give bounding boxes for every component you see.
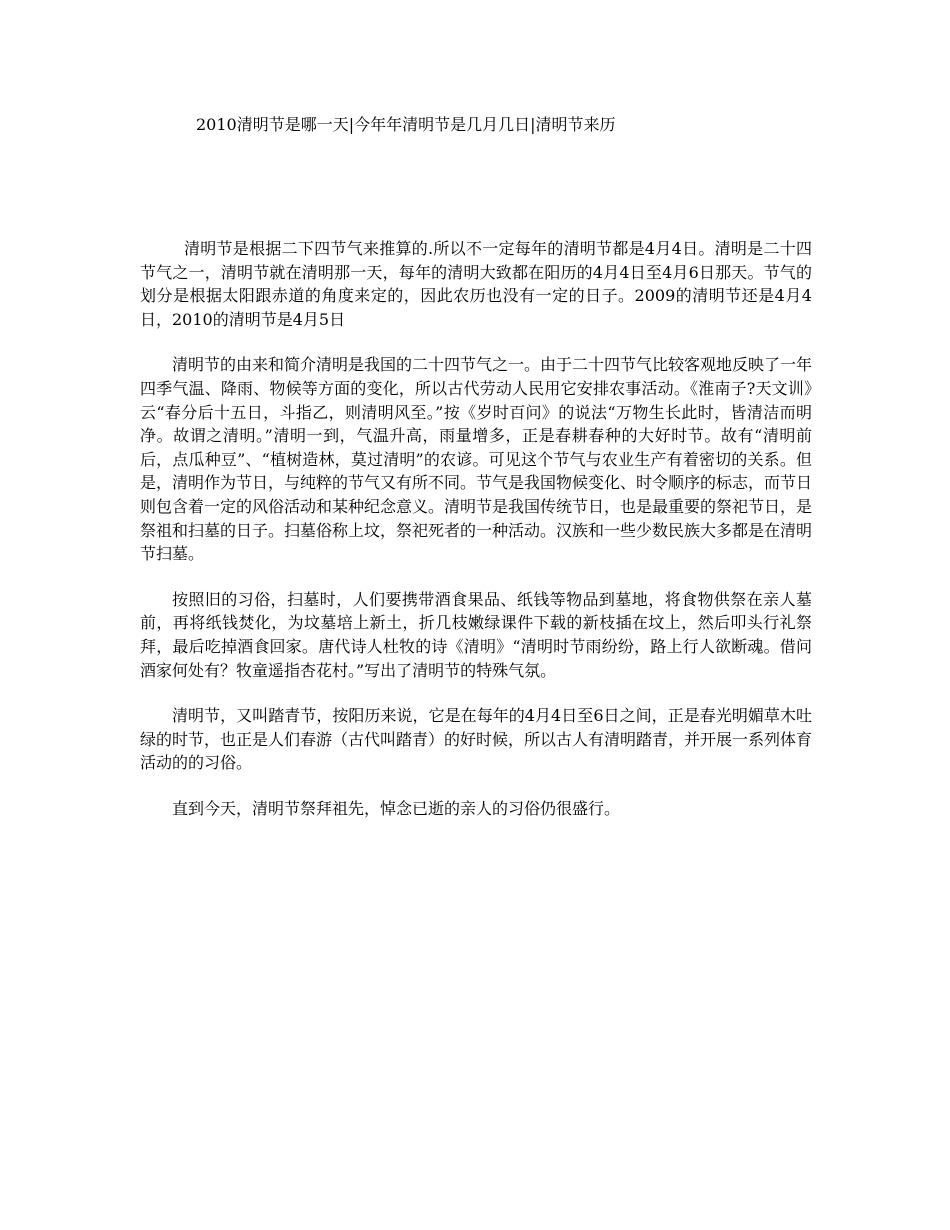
document-title: 2010清明节是哪一天|今年年清明节是几月几日|清明节来历 xyxy=(196,115,616,134)
paragraph-spring-outing: 清明节，又叫踏青节，按阳历来说，它是在每年的4月4日至6日之间，正是春光明媚草木吐绿的时节，也正是人们春游（古代叫踏青）的好时候，所以古人有清明踏青，并开展一系列体育活动的的习俗。 xyxy=(140,706,813,773)
paragraph-tomb-sweeping-customs: 按照旧的习俗，扫墓时，人们要携带酒食果品、纸钱等物品到墓地，将食物供祭在亲人墓前，再将纸钱焚化，为坟墓培上新土，折几枝嫩绿课件下载的新枝插在坟上，然后叩头行礼祭拜，最后吃掉酒食回家。唐代诗人杜牧的诗《清明》“清明时节雨纷纷，路上行人欲断魂。借问酒家何处有？牧童遥指杏花村。”写出了清明节的特殊气氛。 xyxy=(140,589,812,680)
document-body xyxy=(140,237,812,842)
paragraph-qingming-date: 清明节是根据二下四节气来推算的.所以不一定每年的清明节都是4月4日。清明是二十四节气之一，清明节就在清明那一天，每年的清明大致都在阳历的4月4日至4月6日那天。节气的划分是根据太阳跟赤道的角度来定的，因此农历也没有一定的日子。2009的清明节还是4月4日，2010的清明节是4月5日 xyxy=(140,239,812,329)
paragraph-qingming-origin: 清明节的由来和简介清明是我国的二十四节气之一。由于二十四节气比较客观地反映了一年四季气温、降雨、物候等方面的变化，所以古代劳动人民用它安排农事活动。《淮南子?天文训》云“春分后十五日，斗指乙，则清明风至。”按《岁时百问》的说法“万物生长此时，皆清洁而明净。故谓之清明。”清明一到，气温升高，雨量增多，正是春耕春种的大好时节。故有“清明前后，点瓜种豆”、“植树造林，莫过清明”的农谚。可见这个节气与农业生产有着密切的关系。但是，清明作为节日，与纯粹的节气又有所不同。节气是我国物候变化、时令顺序的标志，而节日则包含着一定的风俗活动和某种纪念意义。清明节是我国传统节日，也是最重要的祭祀节日，是祭祖和扫墓的日子。扫墓俗称上坟，祭祀死者的一种活动。汉族和一些少数民族大多都是在清明节扫墓。 xyxy=(140,355,813,564)
paragraph-modern-practice: 直到今天，清明节祭拜祖先，悼念已逝的亲人的习俗仍很盛行。 xyxy=(172,798,621,818)
